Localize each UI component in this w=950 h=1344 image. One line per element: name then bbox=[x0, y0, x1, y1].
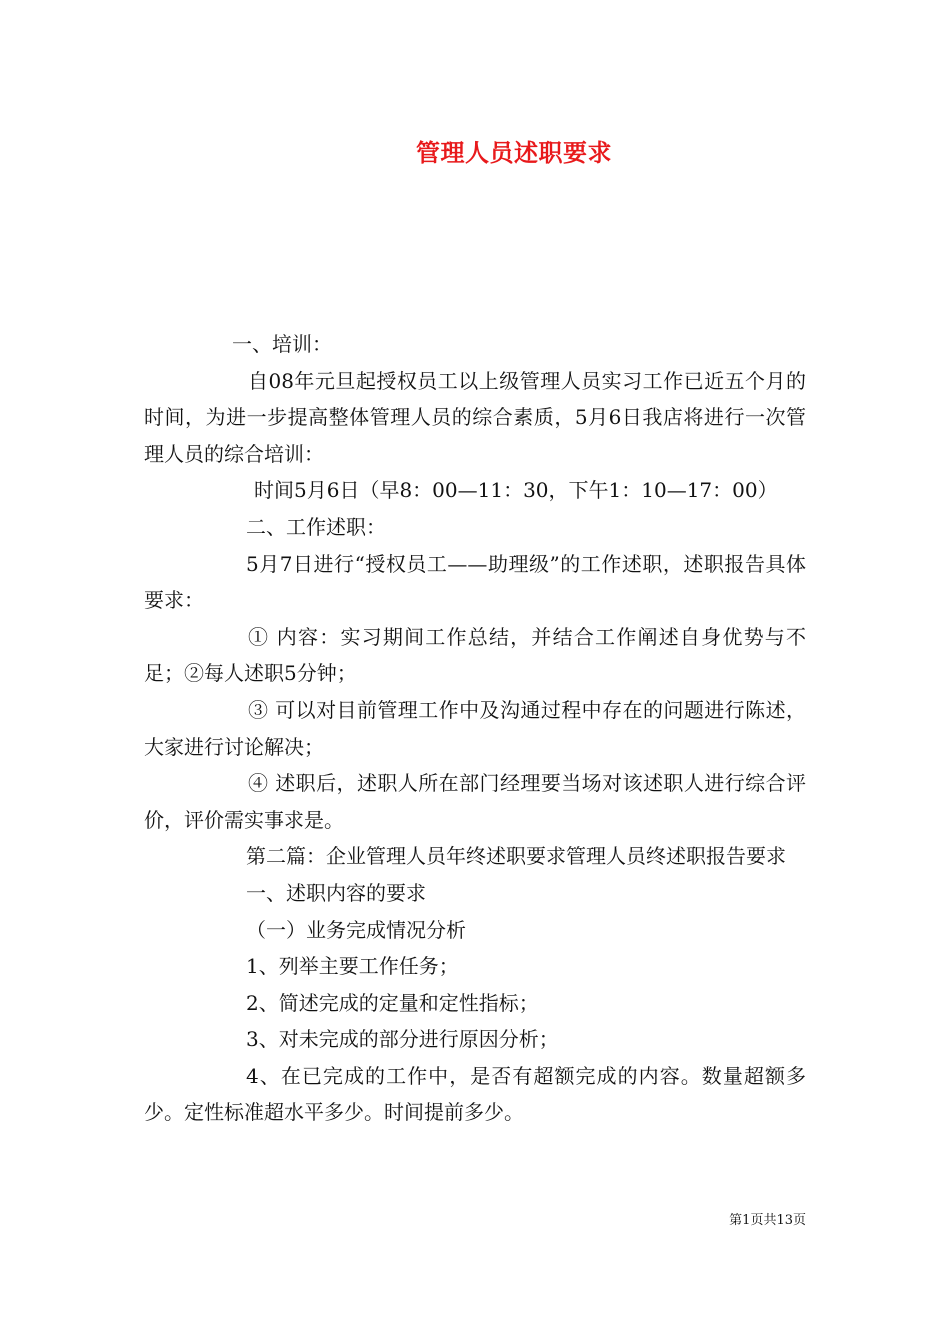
list-item: 1、列举主要工作任务； bbox=[246, 954, 459, 979]
document-body bbox=[144, 326, 806, 1131]
paragraph-time: 时间5月6日（早8：00—11：30，下午1：10—17：00） bbox=[254, 478, 778, 503]
page-number: 第1页共13页 bbox=[729, 1213, 806, 1228]
document-title: 管理人员述职要求 bbox=[416, 138, 612, 167]
paragraph: 5月7日进行“授权员工——助理级”的工作述职，述职报告具体要求： bbox=[144, 551, 806, 613]
list-item: ① 内容：实习期间工作总结，并结合工作阐述自身优势与不足；②每人述职5分钟； bbox=[144, 624, 806, 686]
list-item: ④ 述职后，述职人所在部门经理要当场对该述职人进行综合评价，评价需实事求是。 bbox=[144, 771, 806, 832]
list-item: 2、简述完成的定量和定性指标； bbox=[246, 990, 539, 1015]
list-item: 3、对未完成的部分进行原因分析； bbox=[246, 1027, 559, 1052]
section-heading-part-two: 第二篇：企业管理人员年终述职要求管理人员终述职报告要求 bbox=[246, 844, 786, 869]
list-item: 4、在已完成的工作中，是否有超额完成的内容。数量超额多少。定性标准超水平多少。时间提前多少。 bbox=[144, 1063, 806, 1125]
section-heading: 一、述职内容的要求 bbox=[246, 880, 426, 905]
subsection-heading: （一）业务完成情况分析 bbox=[246, 917, 466, 942]
paragraph: 自08年元旦起授权员工以上级管理人员实习工作已近五个月的时间，为进一步提高整体管理人员的综合素质，5月6日我店将进行一次管理人员的综合培训： bbox=[144, 368, 806, 466]
section-heading-training: 一、培训： bbox=[232, 332, 332, 356]
list-item: ③ 可以对目前管理工作中及沟通过程中存在的问题进行陈述，大家进行讨论解决； bbox=[144, 697, 806, 759]
section-heading-work-report: 二、工作述职： bbox=[246, 514, 386, 539]
